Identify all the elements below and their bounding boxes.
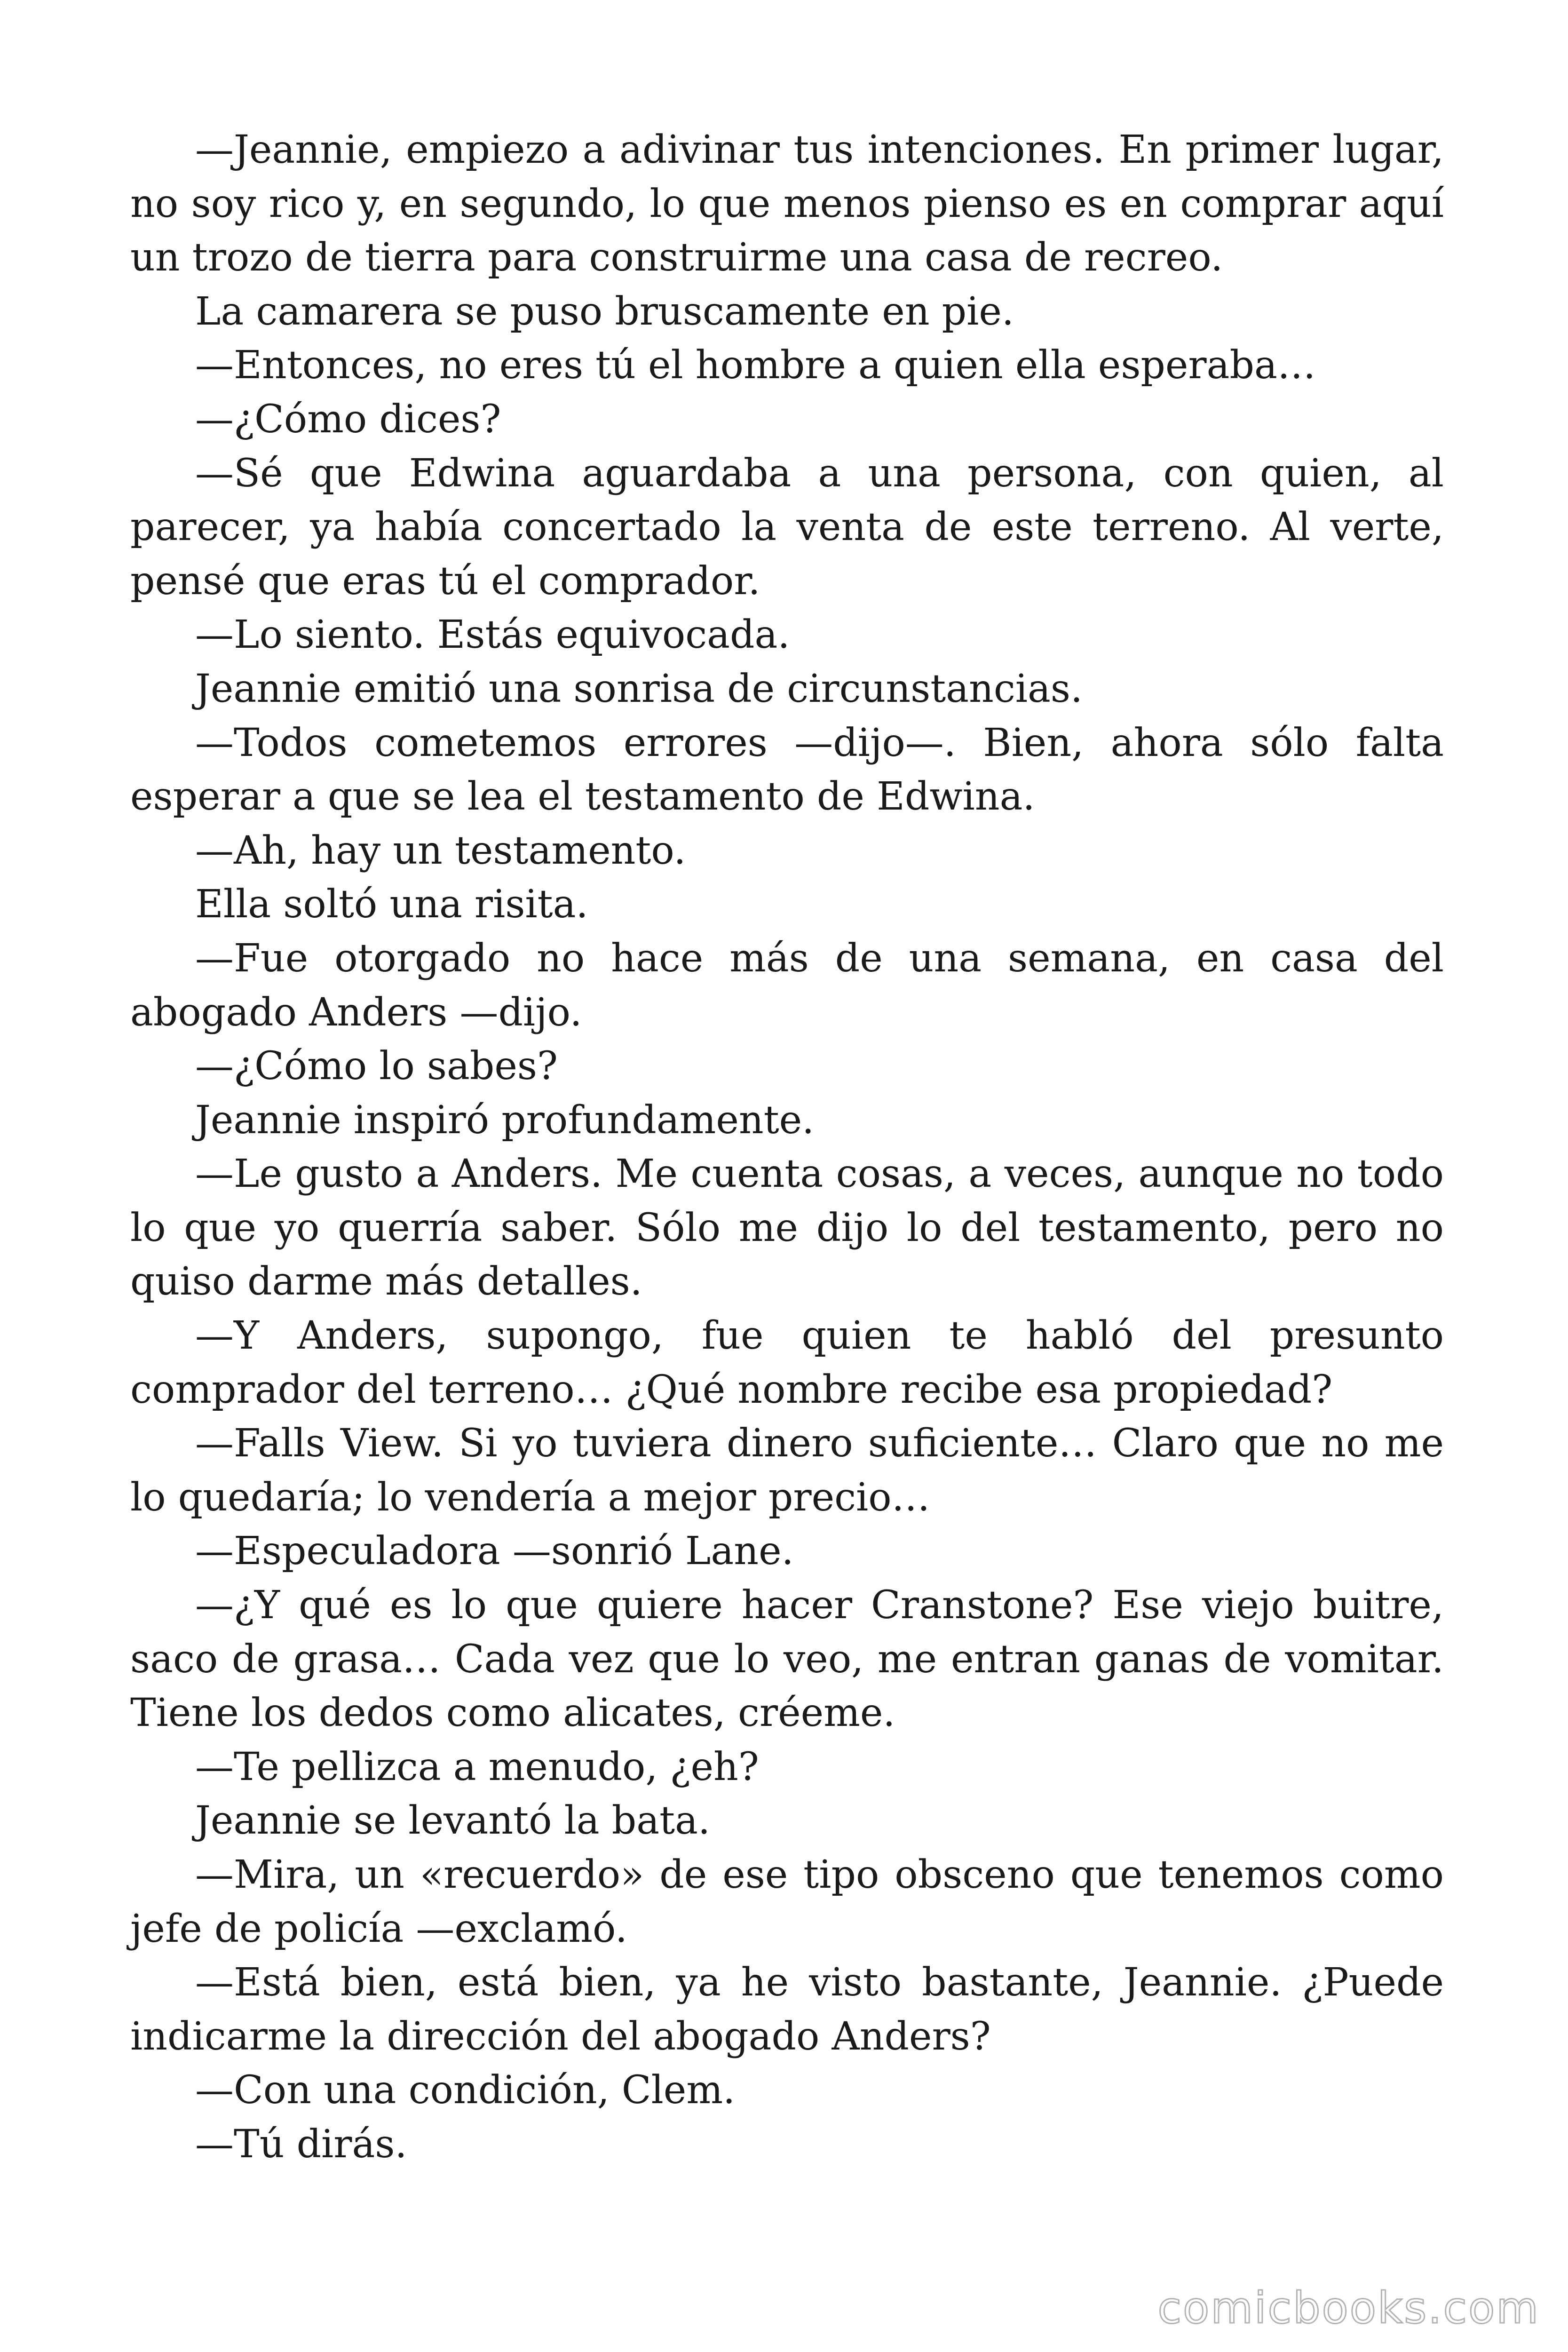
watermark: comicbooks.com xyxy=(1157,2283,1540,2333)
paragraph: —Especuladora —sonrió Lane. xyxy=(195,1529,794,1574)
body-text xyxy=(130,123,1444,2172)
paragraph: —Mira, un «recuerdo» de ese tipo obsceno que tenemos como jefe de policía —exclamó. xyxy=(130,1852,1444,1951)
paragraph: —Lo siento. Estás equivocada. xyxy=(195,612,790,658)
paragraph: —Todos cometemos errores —dijo—. Bien, ahora sólo falta esperar a que se lea el testamento de Edwina. xyxy=(130,720,1444,819)
paragraph: —Jeannie, empiezo a adivinar tus intenciones. En primer lugar, no soy rico y, en segundo, lo que menos pienso es en comprar aquí un trozo de tierra para construirme una casa de recreo. xyxy=(130,127,1444,280)
paragraph: —Sé que Edwina aguardaba a una persona, con quien, al parecer, ya había concertado la venta de este terreno. Al verte, pensé que eras tú el comprador. xyxy=(130,451,1444,604)
paragraph: La camarera se puso bruscamente en pie. xyxy=(195,289,1014,334)
paragraph: —¿Y qué es lo que quiere hacer Cranstone? Ese viejo buitre, saco de grasa… Cada vez que lo veo, me entran ganas de vomitar. Tiene los dedos como alicates, créeme. xyxy=(130,1583,1444,1736)
paragraph: Jeannie emitió una sonrisa de circunstancias. xyxy=(195,666,1083,711)
paragraph: Ella soltó una risita. xyxy=(195,882,588,927)
paragraph: —Te pellizca a menudo, ¿eh? xyxy=(195,1744,759,1789)
paragraph: —Falls View. Si yo tuviera dinero suficiente… Claro que no me lo quedaría; lo vendería a mejor precio… xyxy=(130,1421,1444,1520)
paragraph: —¿Cómo lo sabes? xyxy=(195,1044,558,1089)
paragraph: —Ah, hay un testamento. xyxy=(195,828,686,873)
paragraph: —Fue otorgado no hace más de una semana, en casa del abogado Anders —dijo. xyxy=(130,936,1444,1035)
paragraph: Jeannie se levantó la bata. xyxy=(195,1798,711,1843)
paragraph: —Con una condición, Clem. xyxy=(195,2068,736,2113)
paragraph: —¿Cómo dices? xyxy=(195,397,501,442)
paragraph: —Tú dirás. xyxy=(195,2122,407,2167)
paragraph: Jeannie inspiró profundamente. xyxy=(195,1097,815,1143)
paragraph: —Le gusto a Anders. Me cuenta cosas, a veces, aunque no todo lo que yo querría saber. Sólo me dijo lo del testamento, pero no quiso darme más detalles. xyxy=(130,1152,1444,1304)
paragraph: —Y Anders, supongo, fue quien te habló del presunto comprador del terreno… ¿Qué nombre recibe esa propiedad? xyxy=(130,1313,1444,1412)
paragraph: —Entonces, no eres tú el hombre a quien ella esperaba… xyxy=(195,343,1316,388)
paragraph: —Está bien, está bien, ya he visto bastante, Jeannie. ¿Puede indicarme la dirección del abogado Anders? xyxy=(130,1960,1444,2059)
